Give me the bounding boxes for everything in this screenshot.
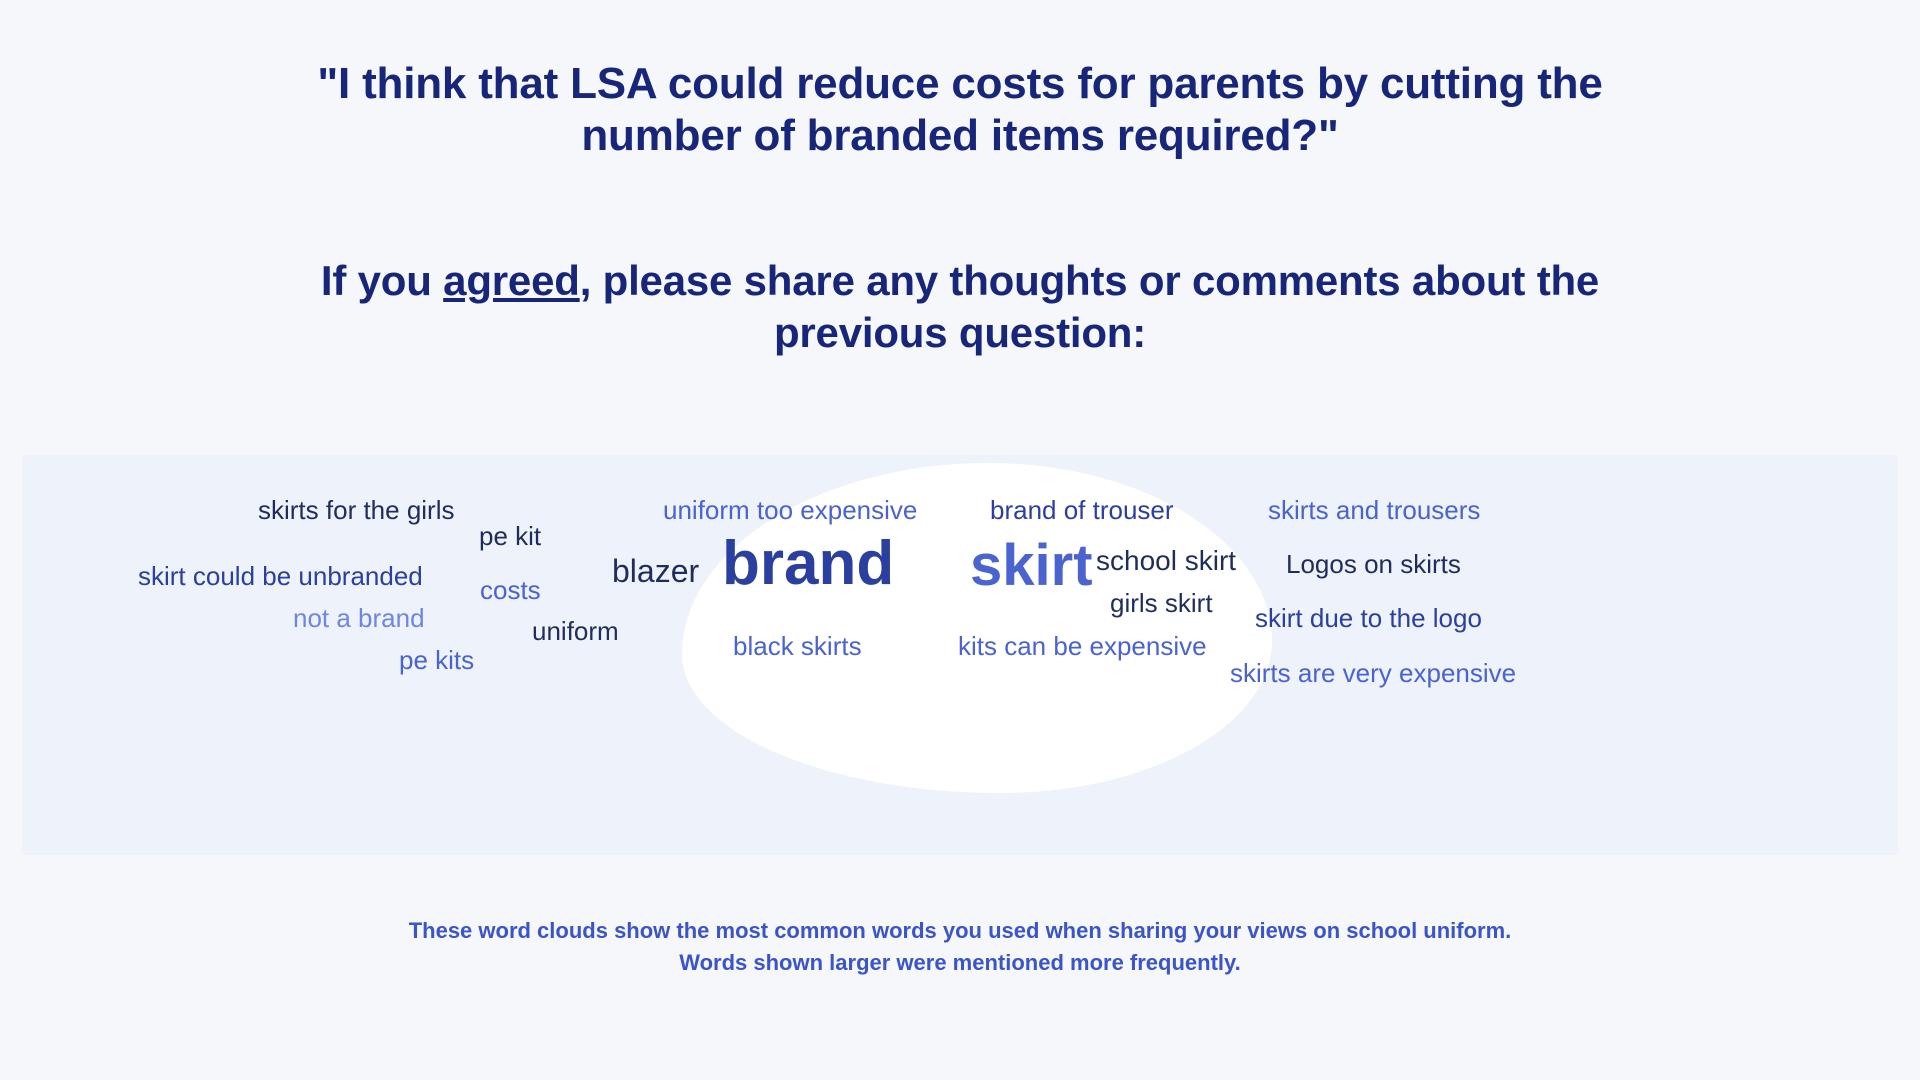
footer-line-1: These word clouds show the most common words you used when sharing your views on school uniform. <box>408 918 1512 943</box>
word-cloud-term: skirts and trousers <box>1268 495 1481 525</box>
word-cloud-term: skirt could be unbranded <box>138 561 423 591</box>
word-cloud-term: school skirt <box>1096 545 1237 576</box>
footer-line-2: Words shown larger were mentioned more frequently. <box>679 949 1241 975</box>
word-cloud-panel <box>22 455 1898 855</box>
prompt-text-before: If you <box>320 257 444 304</box>
word-cloud-term: brand <box>722 529 895 598</box>
prompt-heading <box>0 255 1920 359</box>
question-line-2: number of branded items required?" <box>581 110 1339 160</box>
word-cloud-term: costs <box>480 575 541 605</box>
word-cloud-term: uniform too expensive <box>663 495 918 525</box>
prompt-line-2: previous question: <box>773 309 1147 357</box>
word-cloud-term: kits can be expensive <box>958 631 1207 661</box>
word-cloud-term: girls skirt <box>1110 588 1213 618</box>
question-line-1: "I think that LSA could reduce costs for parents by cutting the <box>317 59 1603 108</box>
footer-note <box>0 915 1920 979</box>
word-cloud-term: uniform <box>532 616 619 646</box>
word-cloud-term: skirt <box>970 533 1093 598</box>
word-cloud-term: blazer <box>612 553 700 589</box>
prompt-line-1 <box>0 255 1920 307</box>
word-cloud-term: pe kits <box>399 645 475 675</box>
word-cloud-term: skirts for the girls <box>258 495 455 525</box>
prompt-text-after: , please share any thoughts or comments about the <box>579 257 1600 304</box>
word-cloud-term: skirts are very expensive <box>1230 658 1517 688</box>
word-cloud-term: black skirts <box>733 631 862 661</box>
word-cloud-term: skirt due to the logo <box>1255 603 1482 633</box>
prompt-emphasis: agreed <box>443 257 580 304</box>
word-cloud-term: pe kit <box>479 521 542 551</box>
word-cloud-term: brand of trouser <box>990 495 1174 525</box>
word-cloud-term: not a brand <box>293 603 425 633</box>
question-heading <box>0 58 1920 162</box>
word-cloud-term: Logos on skirts <box>1286 549 1461 579</box>
